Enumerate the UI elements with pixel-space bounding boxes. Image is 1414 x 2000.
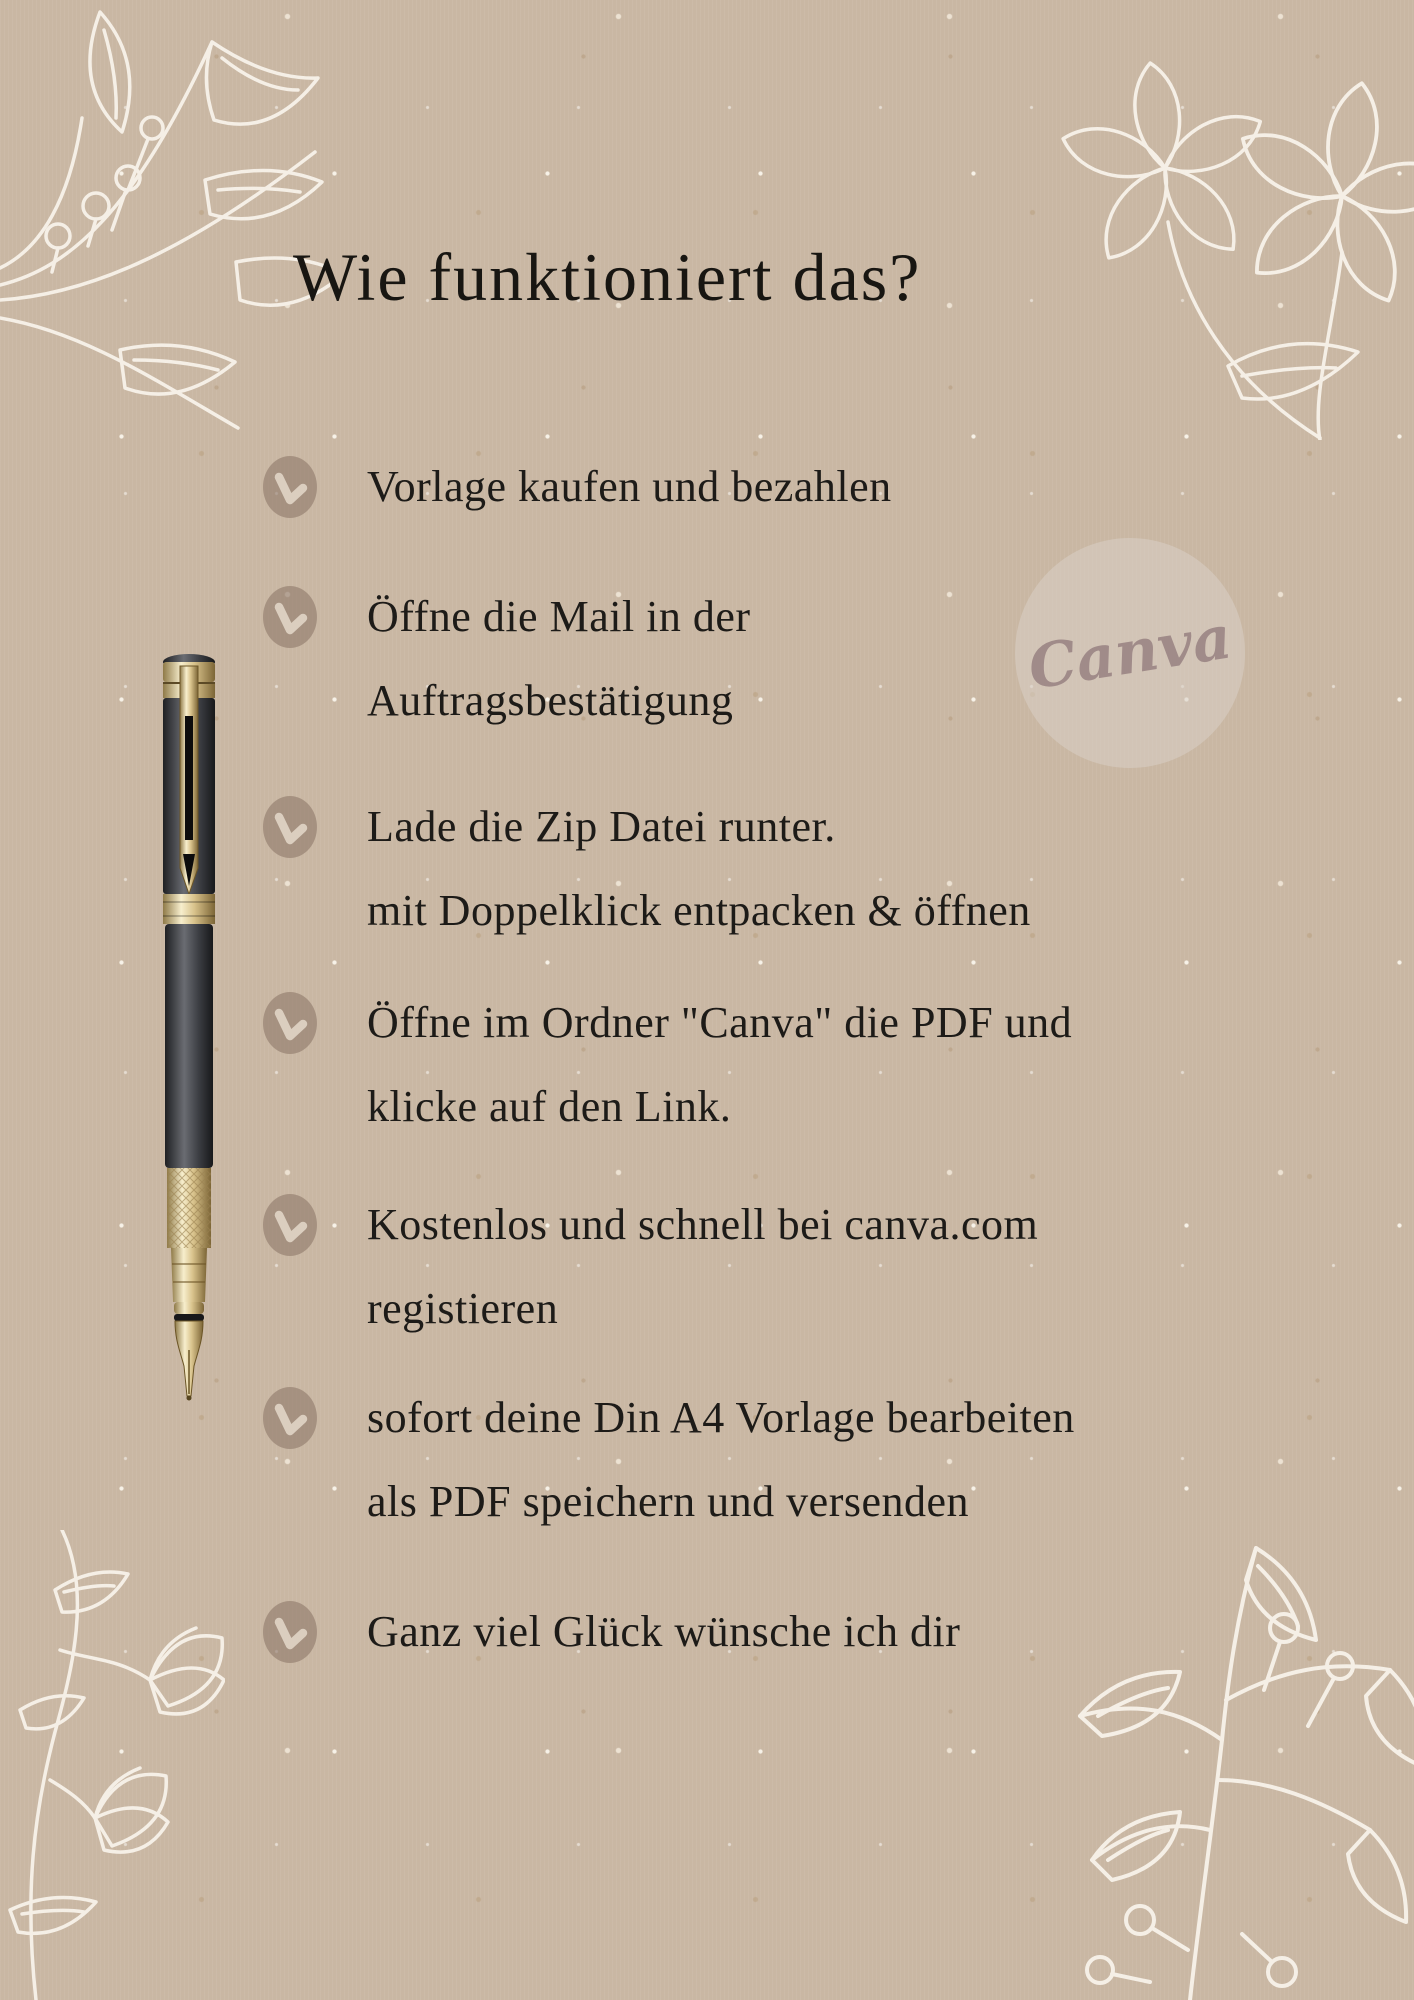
step-line: Öffne im Ordner "Canva" die PDF und bbox=[367, 998, 1073, 1047]
floral-bottom-right-icon bbox=[1040, 1530, 1414, 2000]
fountain-pen-image bbox=[150, 650, 228, 1405]
check-circle-icon bbox=[263, 1194, 317, 1256]
step-item-2 bbox=[263, 575, 751, 743]
step-line: mit Doppelklick entpacken & öffnen bbox=[367, 886, 1031, 935]
step-line: Lade die Zip Datei runter. bbox=[367, 802, 836, 851]
step-item-7 bbox=[263, 1590, 960, 1674]
check-circle-icon bbox=[263, 1387, 317, 1449]
step-line: Auftragsbestätigung bbox=[367, 676, 734, 725]
step-line: als PDF speichern und versenden bbox=[367, 1477, 970, 1526]
step-item-6 bbox=[263, 1376, 1075, 1544]
step-line: klicke auf den Link. bbox=[367, 1082, 732, 1131]
check-circle-icon bbox=[263, 796, 317, 858]
floral-top-right-icon bbox=[850, 0, 1414, 440]
canva-watermark bbox=[1015, 538, 1245, 768]
step-text bbox=[367, 981, 1072, 1149]
step-line: Vorlage kaufen und bezahlen bbox=[367, 462, 892, 511]
step-text bbox=[367, 1590, 960, 1674]
step-text bbox=[367, 575, 751, 743]
step-item-4 bbox=[263, 981, 1072, 1149]
floral-top-left-icon bbox=[0, 0, 330, 430]
step-text bbox=[367, 1376, 1075, 1544]
step-line: sofort deine Din A4 Vorlage bearbeiten bbox=[367, 1393, 1075, 1442]
step-line: Ganz viel Glück wünsche ich dir bbox=[367, 1607, 961, 1656]
step-line: Öffne die Mail in der bbox=[367, 592, 751, 641]
step-text bbox=[367, 785, 1031, 953]
page-title: Wie funktioniert das? bbox=[293, 239, 922, 315]
step-item-5 bbox=[263, 1183, 1038, 1351]
step-item-1 bbox=[263, 445, 892, 529]
step-text bbox=[367, 1183, 1038, 1351]
check-circle-icon bbox=[263, 992, 317, 1054]
step-item-3 bbox=[263, 785, 1031, 953]
step-text bbox=[367, 445, 892, 529]
canva-watermark-label: Canva bbox=[1023, 602, 1237, 704]
floral-bottom-left-icon bbox=[0, 1530, 225, 2000]
step-line: Kostenlos und schnell bei canva.com bbox=[367, 1200, 1039, 1249]
step-line: registieren bbox=[367, 1284, 559, 1333]
check-circle-icon bbox=[263, 586, 317, 648]
check-circle-icon bbox=[263, 1601, 317, 1663]
check-circle-icon bbox=[263, 456, 317, 518]
